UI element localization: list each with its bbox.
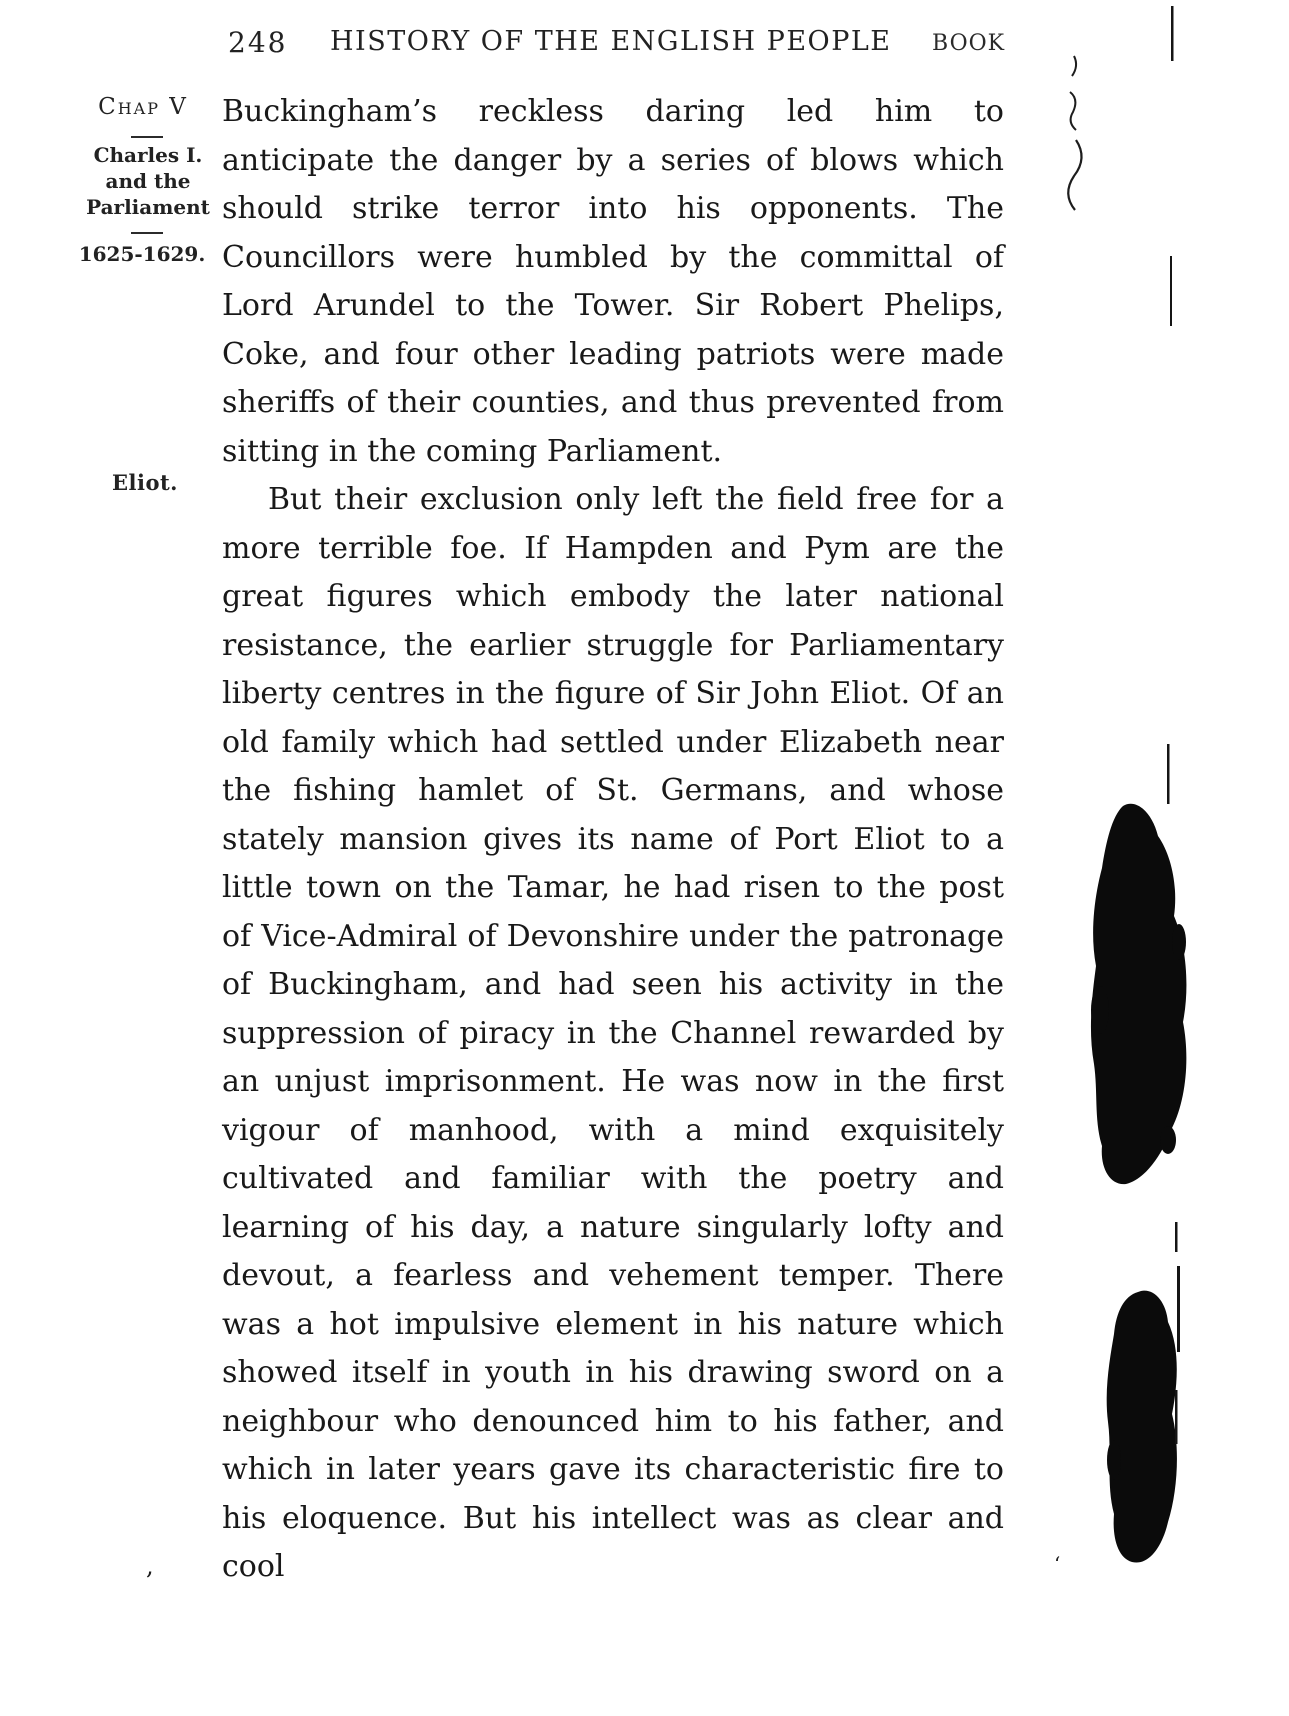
- speck-mark: ,: [146, 1552, 154, 1580]
- margin-note-chapter: Chap V: [98, 94, 188, 120]
- margin-rule: [131, 232, 163, 234]
- scan-line: [1175, 1222, 1178, 1252]
- page-number: 248: [228, 26, 288, 59]
- margin-squiggle: [1068, 140, 1081, 210]
- margin-note-section: [73, 142, 223, 220]
- scan-line: [1167, 744, 1170, 804]
- margin-note-section-line: Charles I.: [93, 143, 203, 167]
- speck-mark: ‘: [1054, 1552, 1061, 1576]
- paragraph-buckingham: Buckingham’s reckless daring led him to anticipate the danger by a series of blows which should strike terror into his opponents. The Councillors were humbled by the committal of Lord Arundel to the Tower. Sir Robert Phelips, Coke, and four other leading patriots were made sheriffs of their counties, and thus prevented from sitting in the coming Parliament.: [222, 94, 1004, 469]
- scan-line: [1177, 1266, 1180, 1352]
- scan-line: [1170, 256, 1172, 326]
- margin-squiggle: [1070, 92, 1076, 130]
- page-header: [0, 26, 1289, 66]
- scan-line: [1175, 1390, 1178, 1444]
- ink-blot-edge: [1172, 924, 1186, 960]
- margin-note-section-line: Parliament: [86, 195, 210, 219]
- ink-blot-edge: [1091, 986, 1109, 1034]
- paragraph-eliot: But their exclusion only left the field free for a more terrible foe. If Hampden and Pym are the great figures which embody the later national resistance, the earlier struggle for Parliamentary liberty centres in the figure of Sir John Eliot. Of an old family which had settled under Elizabeth near the fishing hamlet of St. Germans, and whose stately mansion gives its name of Port Eliot to a little town on the Tamar, he had risen to the post of Vice-Admiral of Devonshire under the patronage of Buckingham, and had seen his activity in the suppression of piracy in the Channel rewarded by an unjust imprisonment. He was now in the first vigour of manhood, with a mind exquisitely cultivated and familiar with the poetry and learning of his day, a nature singularly lofty and devout, a fearless and vehement temper. There was a hot impulsive element in his nature which showed itself in youth in his drawing sword on a neighbour who denounced him to his father, and which in later years gave its characteristic fire to his eloquence. But his intellect was as clear and cool: [222, 482, 1004, 1584]
- ink-blot-lower: [1107, 1291, 1177, 1563]
- margin-note-dates: 1625-1629.: [78, 242, 206, 266]
- ink-blot-edge: [1107, 1440, 1121, 1480]
- running-title: HISTORY OF THE ENGLISH PEOPLE: [330, 26, 892, 57]
- margin-note-section-line: and the: [105, 169, 191, 193]
- margin-rule: [131, 136, 163, 138]
- ink-blot-edge: [1160, 1126, 1176, 1154]
- ink-blot-large: [1091, 804, 1187, 1184]
- text-block: [222, 88, 1004, 1592]
- margin-note-eliot: Eliot.: [112, 470, 178, 495]
- book-label: BOOK: [932, 31, 1006, 56]
